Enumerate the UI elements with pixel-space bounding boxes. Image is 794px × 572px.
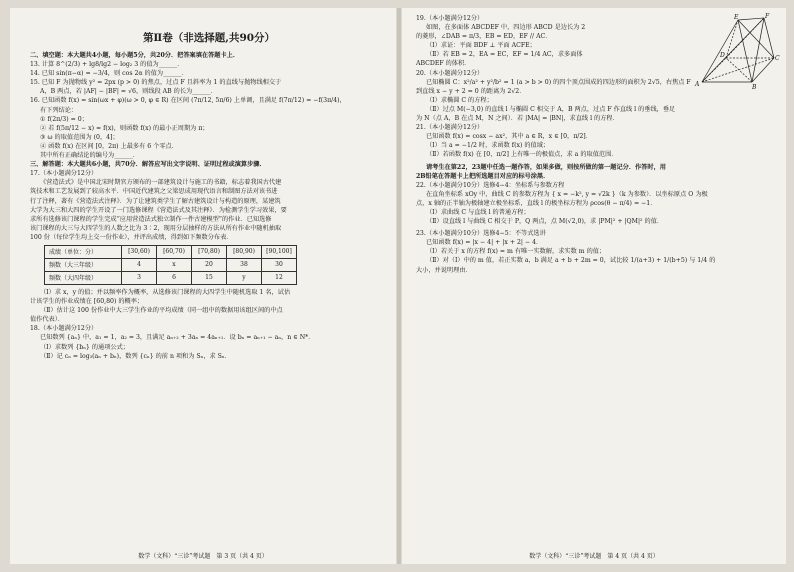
table-cell: 30 bbox=[262, 258, 297, 271]
text-line: （Ⅱ）估计这 100 份作业中大三学生作业的平均成绩（同一组中的数据用该组区间的中点 bbox=[40, 307, 283, 315]
text-line: （Ⅱ）过点 M(−3,0) 的直线 l 与椭圆 C 相交于 A，B 两点，过点 F 作直线 l 的垂线，垂足 bbox=[426, 105, 676, 113]
table-row bbox=[45, 258, 297, 271]
table-cell: [30,60) bbox=[122, 245, 157, 258]
table-cell: 6 bbox=[157, 271, 192, 284]
text-line: 大学为大三和大四的学生开设了一门选修课程《营造法式及其注释》．为检测学生学习效果，要 bbox=[30, 206, 287, 214]
text-line: 18.（本小题满分12分） bbox=[30, 325, 98, 333]
text-line: 如图，在多面体 ABCDEF 中，四边形 ABCD 是边长为 2 bbox=[426, 24, 586, 32]
text-line: （Ⅱ）若函数 f(x) 在 [0，π/2] 上有唯一的极值点，求 a 的取值范围． bbox=[426, 151, 618, 159]
text-line: A，B 两点，若 |AF| − |BF| = √6，则线段 AB 的长为______． bbox=[40, 88, 217, 96]
frequency-table bbox=[44, 245, 297, 285]
table-cell: 频数（大三年级） bbox=[45, 258, 122, 271]
text-line: 已知数列 {aₙ} 中，a₁ = 1，a₂ = 3，且满足 aₙ₊₂ + 3aₙ = 4aₙ₊₁．设 bₙ = aₙ₊₁ − aₙ，n ∈ N*． bbox=[40, 334, 315, 342]
table-cell: 12 bbox=[262, 271, 297, 284]
text-line: ③ ω 的取值范围为 (0，4]； bbox=[40, 133, 119, 141]
table-cell: 成绩（单位：分） bbox=[45, 245, 122, 258]
label-e: E bbox=[734, 14, 739, 21]
text-line: （Ⅰ）求曲线 C 与直线 l 的普通方程； bbox=[426, 208, 530, 216]
text-line: 三、解答题：本大题共6小题，共70分．解答应写出文字说明、证明过程或演算步骤． bbox=[30, 161, 266, 169]
text-line: 17.（本小题满分12分） bbox=[30, 170, 98, 178]
table-cell: 15 bbox=[192, 271, 227, 284]
text-line: 行了注释，著有《营造法式注释》．为了让建筑类学生了解古建筑设计与构造的原理，某建筑 bbox=[30, 197, 281, 205]
right-page-footer: 数学（文科）“三诊”考试题 第 4 页（共 4 页） bbox=[529, 553, 659, 560]
text-line: 在直角坐标系 xOy 中，曲线 C 的参数方程为 { x = −k², y = √2k }（k 为参数）．以坐标原点 O 为极 bbox=[426, 190, 708, 198]
text-line: ABCDEF 的体积． bbox=[416, 60, 471, 68]
text-line: ① f(2π/3) = 0； bbox=[40, 115, 88, 123]
text-line: 《营造法式》是中国北宋时期官方颁布的一部建筑设计与施工的书籍，标志着我国古代建 bbox=[40, 179, 282, 187]
text-line: （Ⅰ）求数列 {bₙ} 的通项公式； bbox=[40, 343, 129, 351]
polyhedron-figure bbox=[694, 12, 780, 92]
table-header-row bbox=[45, 245, 297, 258]
text-line: （Ⅱ）记 cₙ = log₃(aₙ + bₙ)，数列 {cₙ} 的前 n 项和为 Sₙ，求 Sₙ． bbox=[40, 352, 231, 360]
table-cell: 4 bbox=[122, 258, 157, 271]
text-line: 2B铅笔在答题卡上把所选题目对应的标号涂黑． bbox=[416, 172, 550, 180]
text-line: ② 若 f(5π/12 − x) = f(x)，则函数 f(x) 的最小正周期为 π； bbox=[40, 124, 209, 132]
text-line: 14. 已知 sin(π−α) = −3/4，则 cos 2α 的值为______． bbox=[30, 70, 188, 78]
text-line: （Ⅱ）设直线 l 与曲线 C 相交于 P，Q 两点，点 M(√2,0)，求 |PM|² + |QM|² 的值． bbox=[426, 218, 664, 226]
text-line: 到直线 x − y + 2 = 0 的距离为 2√2． bbox=[416, 87, 526, 95]
text-line: 大小，并说明理由． bbox=[416, 266, 472, 274]
text-line: 13. 计算 8^(2/3) + lg8/lg2 − log₂ 3 的值为______． bbox=[30, 61, 184, 69]
text-line: （Ⅱ）若 EB = 2，EA = EC，EF = 1/4 AC，求多面体 bbox=[426, 51, 583, 59]
text-line: 计该学生的作业成绩在 [60,80) 的概率； bbox=[30, 298, 144, 306]
text-line: 19.（本小题满分12分） bbox=[416, 15, 484, 22]
label-f: F bbox=[765, 13, 770, 20]
text-line: 22.（本小题满分10分）选修4−4：坐标系与参数方程 bbox=[416, 181, 565, 189]
text-line: （Ⅰ）求 x，y 的值；并以频率作为概率，从选修该门课程的大四学生中随机选取 1 名，试估 bbox=[40, 288, 291, 296]
text-line: 求所有选修该门课程的学生完成“应用营造法式独立制作一件古建模型”的作业．已知选修 bbox=[30, 215, 272, 223]
table-row bbox=[45, 271, 297, 284]
page-fold bbox=[397, 8, 401, 564]
left-page-footer: 数学（文科）“三诊”考试题 第 3 页（共 4 页） bbox=[138, 553, 268, 560]
table-cell: 38 bbox=[227, 258, 262, 271]
right-page bbox=[402, 8, 786, 564]
table-cell: 频数（大四年级） bbox=[45, 271, 122, 284]
text-line: 已知函数 f(x) = |x − 4| + |x + 2| − 4． bbox=[426, 239, 543, 247]
table-cell: [60,70) bbox=[157, 245, 192, 258]
text-line: （Ⅰ）求证：平面 BDF ⊥ 平面 ACFE； bbox=[426, 42, 536, 50]
text-line: 16. 已知函数 f(x) = sin(ωx + φ)(ω > 0, φ ∈ R) 在区间 (7π/12, 5π/6) 上单调，且满足 f(7π/12) = −f(3π/4)， bbox=[30, 97, 346, 105]
text-line: 23.（本小题满分10分）选修4−5：不等式选讲 bbox=[416, 230, 546, 238]
table-cell: [80,90) bbox=[227, 245, 262, 258]
table-cell: [90,100] bbox=[262, 245, 297, 258]
text-line: 21.（本小题满分12分） bbox=[416, 124, 484, 132]
text-line: （Ⅰ）若关于 x 的方程 f(x) = m 有唯一实数解，求实数 m 的值； bbox=[426, 248, 606, 256]
table-cell: 3 bbox=[122, 271, 157, 284]
text-line: 已知函数 f(x) = cosx − ax²，其中 a ∈ R，x ∈ [0，π/2]． bbox=[426, 133, 592, 141]
text-line: 为 N（点 A，B 在点 M，N 之间）．若 |MA| = |BN|，求直线 l 的方程． bbox=[416, 115, 619, 123]
table-cell: x bbox=[157, 258, 192, 271]
text-line: 筑技术和工艺发展到了较高水平．中国近代建筑之父梁思成用现代语言和制图方法对该书进 bbox=[30, 188, 278, 196]
table-cell: [70,80) bbox=[192, 245, 227, 258]
text-line: 请考生在第22，23题中任选一题作答，如果多做，则按所做的第一题记分．作答时，用 bbox=[426, 163, 666, 171]
text-line: 该门课程的大三与大四学生的人数之比为 3∶2，现用分层抽样的方法从所有作业中随机抽取 bbox=[30, 224, 282, 232]
text-line: （Ⅰ）求椭圆 C 的方程； bbox=[426, 96, 493, 104]
text-line: （Ⅱ）对（Ⅰ）中的 m 值，若正实数 a，b 满足 a + b + 2m = 0，试比较 1/(a+3) + 1/(b+5) 与 1/4 的 bbox=[426, 257, 716, 265]
text-line: 100 份（每位学生均上交一份作业），并评出成绩，得到如下频数分布表． bbox=[30, 233, 233, 241]
left-text-block-2 bbox=[30, 288, 388, 361]
text-line: 有下列结论： bbox=[40, 106, 78, 114]
label-a: A bbox=[695, 81, 700, 88]
table-cell: y bbox=[227, 271, 262, 284]
label-d: D bbox=[720, 52, 725, 59]
text-line: 值作代表）． bbox=[30, 316, 65, 324]
text-line: 的菱形，∠DAB = π/3，EB = ED，EF // AC． bbox=[416, 33, 552, 41]
text-line: 已知椭圆 C：x²/a² + y²/b² = 1 (a > b > 0) 的四个顶点围成的四边形的面积为 2√5，右焦点 F bbox=[426, 78, 691, 86]
label-b: B bbox=[752, 84, 757, 91]
left-text-block bbox=[30, 51, 388, 242]
text-line: 点，x 轴的正半轴为极轴建立极坐标系，直线 l 的极坐标方程为 ρcos(θ − π/4) = −1． bbox=[416, 199, 657, 207]
text-line: 20.（本小题满分12分） bbox=[416, 69, 484, 77]
label-c: C bbox=[775, 55, 780, 62]
text-line: ④ 函数 f(x) 在区间 [0，2π) 上最多有 6 个零点． bbox=[40, 142, 178, 150]
text-line: 其中所有正确结论的编号为______． bbox=[40, 152, 139, 160]
section-title: 第Ⅱ卷（非选择题,共90分） bbox=[142, 32, 276, 44]
text-line: 15. 已知 F 为抛物线 y² = 2px (p > 0) 的焦点，过点 F 且斜率为 1 的直线与抛物线相交于 bbox=[30, 79, 282, 87]
left-page bbox=[10, 8, 396, 564]
text-line: 二、填空题：本大题共4小题，每小题5分，共20分．把答案填在答题卡上． bbox=[30, 52, 240, 59]
table-cell: 20 bbox=[192, 258, 227, 271]
text-line: （Ⅰ）当 a = −1/2 时，求函数 f(x) 的值域； bbox=[426, 142, 550, 150]
